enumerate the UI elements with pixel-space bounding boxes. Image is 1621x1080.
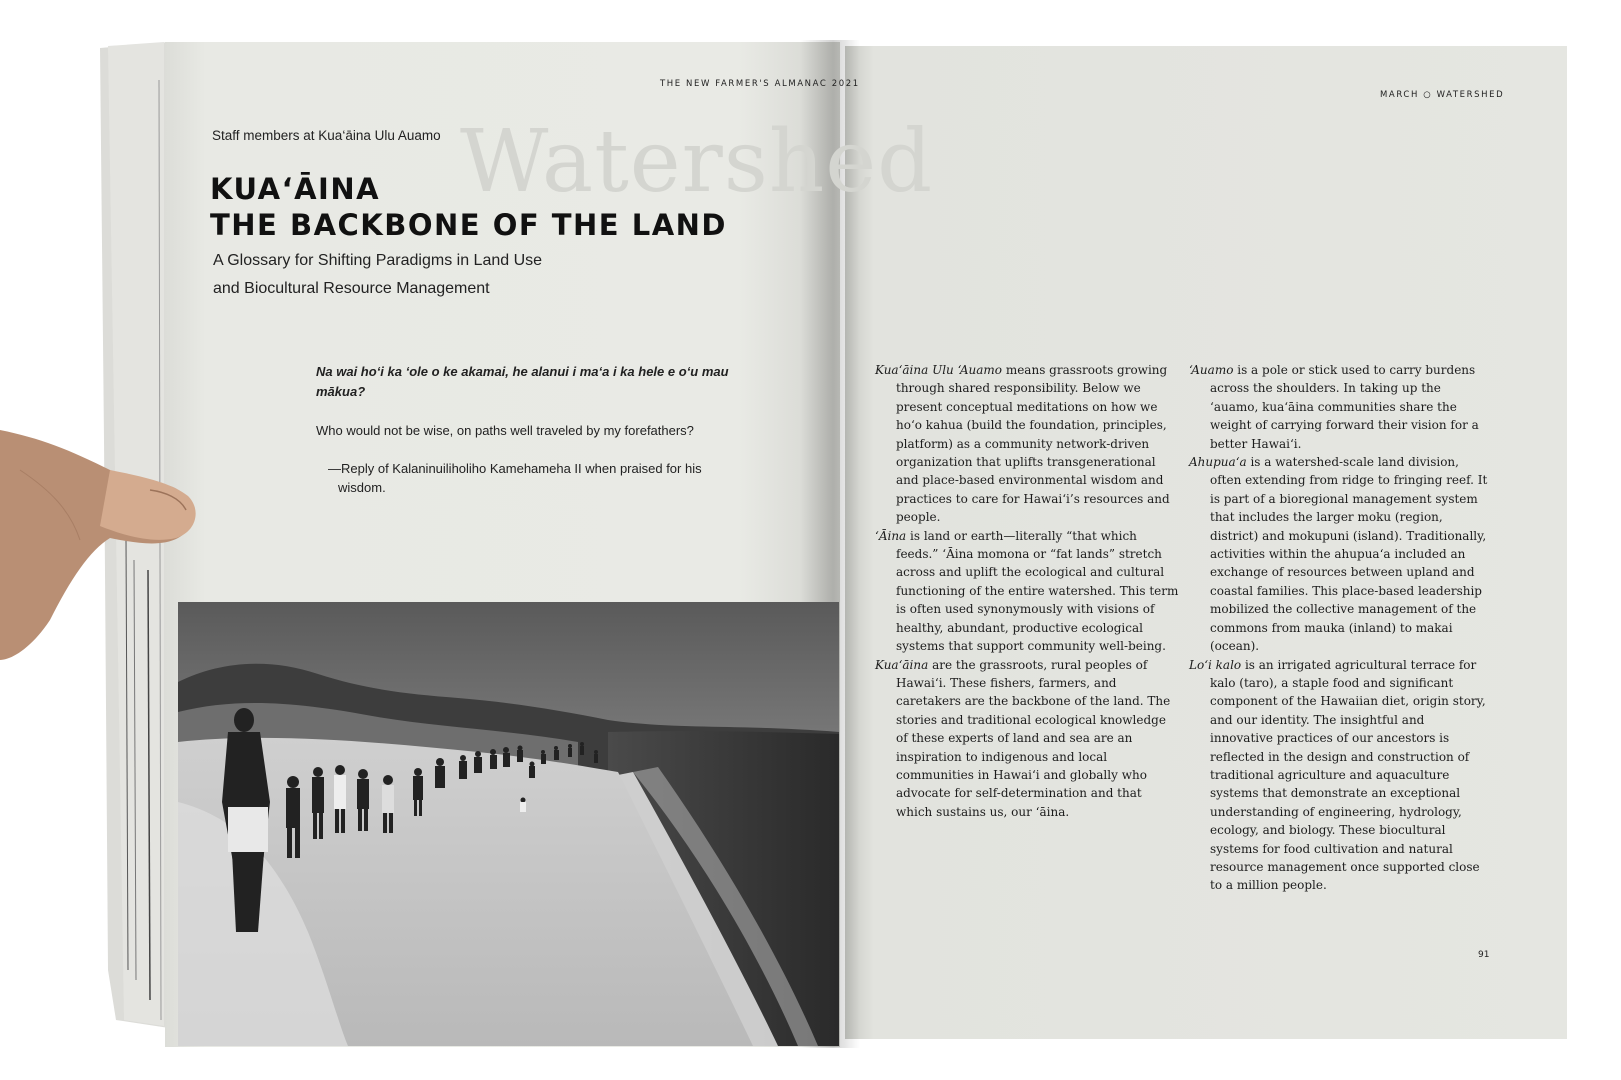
glossary-term: Kua‘āina xyxy=(875,657,929,672)
glossary-definition: are the grassroots, rural peoples of Hawai‘i. These fishers, farmers, and caretakers are the backbone of the land. The stories and traditional ecological knowledge of these experts of land and sea are an inspiration to indigenous and local communities in Hawai‘i and globally who advocate for self-determination and that which sustains us, our ‘āina. xyxy=(896,657,1171,819)
glossary-entry xyxy=(1189,361,1489,453)
article-title-line2: THE BACKBONE OF THE LAND xyxy=(210,208,727,242)
show-through-title: Watershed xyxy=(460,112,934,212)
epigraph-hawaiian: Na wai ho‘i ka ‘ole o ke akamai, he alanui i ma‘a i ka hele e o‘u mau mākua? xyxy=(316,364,729,399)
running-header-right: MARCH ○ WATERSHED xyxy=(1380,90,1505,100)
glossary-term: ‘Āina xyxy=(875,528,907,543)
glossary-entry xyxy=(875,361,1180,527)
glossary-entry xyxy=(1189,656,1489,895)
glossary-entry xyxy=(875,656,1180,822)
glossary-column-2 xyxy=(1189,361,1489,895)
glossary-definition: is an irrigated agricultural terrace for kalo (taro), a staple food and significant component of the Hawaiian diet, origin story, and our identity. The insightful and innovative practices of our ancestors is reflected in the design and construction of traditional agriculture and aquaculture systems that demonstrate an exceptional understanding of engineering, hydrology, ecology, and biology. These biocultural systems for food cultivation and natural resource management once supported close to a million people. xyxy=(1210,657,1486,893)
glossary-entry xyxy=(875,527,1180,656)
epigraph-attribution: —Reply of Kalaninuiliholiho Kamehameha II when praised for his wisdom. xyxy=(328,460,702,495)
glossary-definition: is a watershed-scale land division, often extending from ridge to fringing reef. It is part of a bioregional management system that includes the larger moku (region, district) and mokupuni (island). Traditionally, activities within the ahupua‘a included an exchange of resources between upland and coastal families. This place-based leadership mobilized the collective management of the commons from mauka (inland) to makai (ocean). xyxy=(1210,455,1488,654)
glossary-entry xyxy=(1189,453,1489,655)
running-header-left: THE NEW FARMER'S ALMANAC 2021 xyxy=(660,79,860,89)
glossary-definition: is land or earth—literally “that which feeds.” ‘Āina momona or “fat lands” stretch across and uplift the ecological and cultural functioning of the entire watershed. This term is often used synonymously with visions of healthy, abundant, productive ecological systems that support community well-being. xyxy=(896,528,1179,654)
article-kicker: Staff members at Kua‘āina Ulu Auamo xyxy=(212,128,441,143)
article-subtitle-line2: and Biocultural Resource Management xyxy=(213,280,490,297)
glossary-definition: is a pole or stick used to carry burdens across the shoulders. In taking up the ‘auamo, kua‘āina communities share the weight of carrying forward their vision for a better Hawai‘i. xyxy=(1210,363,1479,451)
glossary-term: Ahupua‘a xyxy=(1189,455,1247,470)
glossary-term: Kua‘āina Ulu ‘Auamo xyxy=(875,363,1003,377)
page-number: 91 xyxy=(1478,950,1490,960)
epigraph-english: Who would not be wise, on paths well traveled by my forefathers? xyxy=(316,423,694,438)
beach-procession-photo xyxy=(178,602,839,1046)
article-subtitle-line1: A Glossary for Shifting Paradigms in Land Use xyxy=(213,252,543,269)
epigraph xyxy=(316,362,756,498)
article-title-line1: KUA‘ĀINA xyxy=(210,172,381,206)
hand-holding-book xyxy=(0,430,200,660)
glossary-column-1 xyxy=(875,361,1180,821)
glossary-term: Lo‘i kalo xyxy=(1189,657,1242,672)
glossary-definition: means grassroots growing through shared responsibility. Below we present conceptual meditations on how we ho‘o kahua (build the foundation, principles, platform) as a community network-driven organization that uplifts transgenerational and place-based environmental wisdom and practices to care for Hawai‘i’s resources and people. xyxy=(896,363,1170,525)
glossary-term: ‘Auamo xyxy=(1189,363,1234,377)
